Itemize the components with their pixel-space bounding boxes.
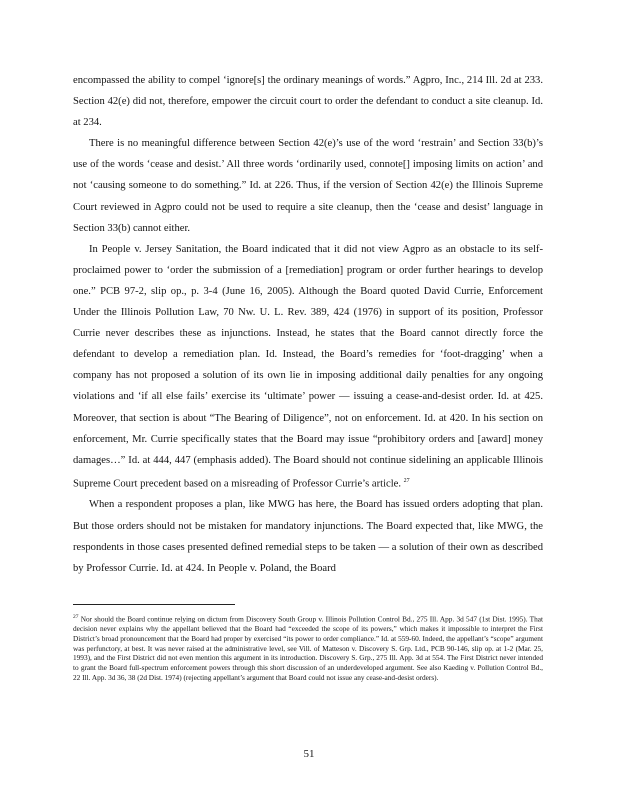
paragraph-text: In People v. Jersey Sanitation, the Board indicated that it did not view Agpro as an obstacle to its self-proclaimed power to ‘order the submission of a [remediation] program or order further hearings to develop one.” PCB 97-2, slip op., p. 3-4 (June 16, 2005). Although the Board quoted David Currie, Enforcement Under the Illinois Pollution Law, 70 Nw. U. L. Rev. 389, 424 (1976) in support of its position, Professor Currie never describes these as injunctions. Instead, he states that the Board cannot directly force the defendant to develop a remediation plan. Id. Instead, the Board’s remedies for ‘foot-dragging’ when a company has not proposed a solution of its own lie in imposing additional daily penalties for any ongoing violations and ‘if all else fails’ exercise its ‘ultimate’ power — issuing a cease-and-desist order. Id. at 425. Moreover, that section is about “The Bearing of Diligence”, not on enforcement. Id. at 420. In his section on enforcement, Mr. Currie specifically states that the Board may issue “prohibitory orders and [award] money damages…” Id. at 444, 447 (emphasis added). The Board should not continue sidelining an applicable Illinois Supreme Court precedent based on a misreading of Professor Currie’s article. (73, 243, 543, 490)
paragraph: There is no meaningful difference between Section 42(e)’s use of the word ‘restrain’ and Section 33(b)’s use of the words ‘cease and desist.’ All three words ‘ordinarily used, connote[] imposing limits on action’ and not ‘causing someone to do something.” Id. at 226. Thus, if the version of Section 42(e) the Illinois Supreme Court reviewed in Agpro could not be used to require a site cleanup, then the ‘cease and desist’ language in Section 33(b) cannot either. (73, 138, 543, 234)
paragraph: When a respondent proposes a plan, like MWG has here, the Board has issued orders adopting that plan. But those orders should not be mistaken for mandatory injunctions. The Board expected that, like MWG, the respondents in those cases presented defined remedial steps to be taken — a solution of their own as described by Professor Currie. Id. at 424. In People v. Poland, the Board (73, 499, 543, 574)
footnote (73, 613, 543, 682)
paragraph (73, 239, 543, 495)
footnote-marker: 27 (73, 614, 79, 620)
footnote-separator (73, 604, 235, 605)
paragraph: encompassed the ability to compel ‘ignore[s] the ordinary meanings of words.” Agpro, Inc., 214 Ill. 2d at 233. Section 42(e) did not, therefore, empower the circuit court to order the defendant to conduct a site cleanup. Id. at 234. (73, 75, 543, 129)
body-text (73, 70, 543, 579)
footnote-reference: 27 (403, 477, 410, 484)
footnote-text: Nor should the Board continue relying on dictum from Discovery South Group v. Illinois Pollution Control Bd., 275 Ill. App. 3d 547 (1st Dist. 1995). That decision never explains why the appellant believed that the Board had “exceeded the scope of its powers,” which makes it impossible to interpret the First District’s broad pronouncement that the Board had proper by exercised “its power to order compliance.” Id. at 559-60. Indeed, the appellant’s “scope” argument was perfunctory, at best. It was never raised at the administrative level, see Vill. of Matteson v. Discovery S. Grp. Ltd., PCB 90-146, slip op. at 1-2 (Mar. 25, 1993), and the First District did not even mention this argument in its introduction. Discovery S. Grp., 275 Ill. App. 3d at 554. The First District never intended to grant the Board full-spectrum enforcement powers through this short discussion of an underdeveloped argument. See also Kaeding v. Pollution Control Bd., 22 Ill. App. 3d 36, 38 (2d Dist. 1974) (rejecting appellant’s argument that Board could not issue any cease-and-desist orders). (73, 614, 543, 682)
page-number: 51 (303, 748, 315, 760)
